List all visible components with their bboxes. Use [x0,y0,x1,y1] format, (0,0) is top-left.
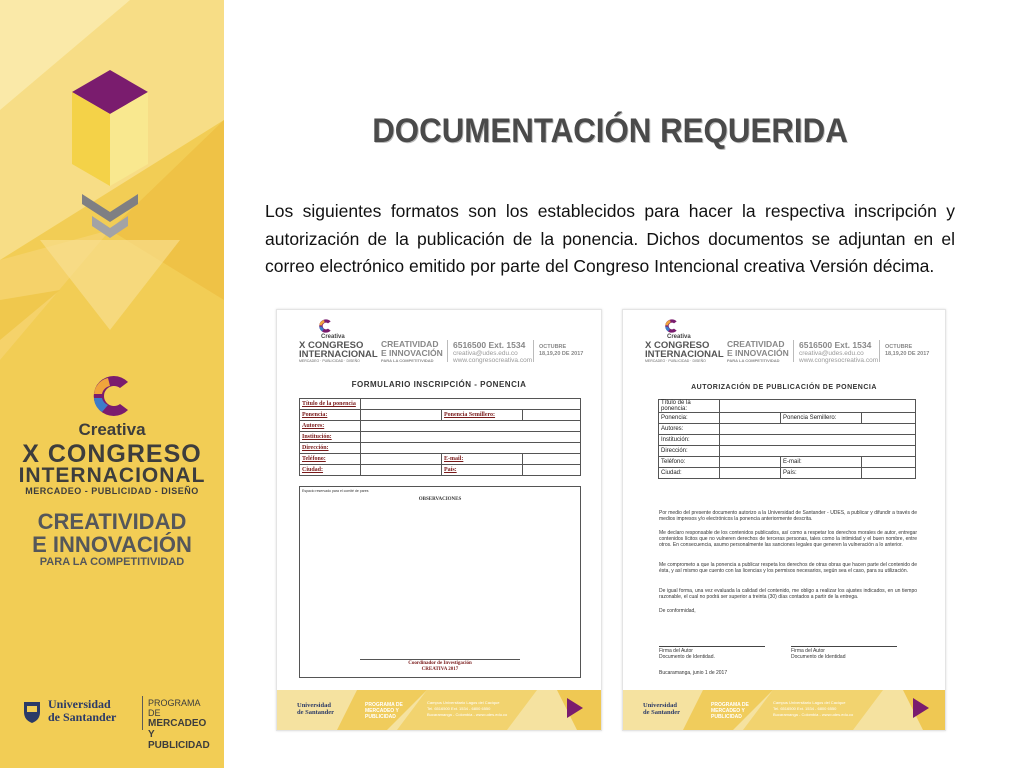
cell-value [862,457,916,468]
authorization-form-document [622,309,946,731]
doc-header-divider [533,340,534,362]
cell-label: E-mail: [442,454,523,465]
doc-creativa-logo-icon [663,318,679,334]
doc-phone: 6516500 Ext. 1534 [453,340,526,350]
cell-value [361,443,581,454]
cell-value [523,465,581,476]
authorization-paragraph: Por medio del presente documento autorizo a la Universidad de Santander - UDES, a publicar y difundir a través de medios impresos y/o electrónicos la ponencia anteriormente descrita. [659,510,917,522]
doc-mail-line1: creativa@udes.edu.co [453,350,518,357]
doc-creatividad-line1: CREATIVIDAD [381,339,439,349]
doc-congreso-sub: MERCADEO · PUBLICIDAD · DISEÑO [645,359,706,363]
authorization-form-table [658,399,916,479]
cell-value [523,454,581,465]
table-row [300,421,581,432]
doc-footer-address [427,700,507,718]
registration-form-document [276,309,602,731]
university-shield-icon [22,700,42,724]
cell-label: Autores: [659,424,720,435]
doc-footer-program [711,702,749,720]
cell-label: Teléfono: [300,454,361,465]
doc-footer-address [773,700,853,718]
doc-creatividad [727,340,789,363]
cell-value [720,446,916,457]
doc-creatividad-sub: PARA LA COMPETITIVIDAD [381,358,434,363]
doc-creatividad [381,340,443,363]
doc-footer-university [297,702,334,716]
cell-value [720,424,916,435]
cell-label: Ponencia: [659,413,720,424]
university-divider [142,696,143,730]
program-line1: PROGRAMA DE [148,698,201,718]
doc-creatividad-sub: PARA LA COMPETITIVIDAD [727,358,780,363]
doc-congreso-line1: X CONGRESO [299,340,364,351]
coordinator-line1: Coordinador de Investigación [408,661,472,666]
brand-subtitle: MERCADEO - PUBLICIDAD - DISEÑO [25,486,199,496]
place-date: Bucaramanga, junio 1 de 2017 [659,670,728,676]
doc-congreso-line2: INTERNACIONAL [645,349,724,360]
doc-footer-university [643,702,680,716]
registration-form-table [299,398,581,476]
intro-paragraph: Los siguientes formatos son los establecidos para hacer la respectiva inscripción y autorización de la publicación de la ponencia. Dichos documentos se adjuntan en el correo electrónico emitido por parte del Congreso Intencional creativa Versión décima. [265,201,955,276]
brand-competitividad: PARA LA COMPETITIVIDAD [39,556,185,568]
doc-footer-university-line1: Universidad [297,702,331,709]
cell-value [720,457,781,468]
table-row [659,400,916,413]
coordinator-line2: CREATIVA 2017 [421,667,459,672]
university-name-line1: Universidad [48,697,111,711]
authorization-paragraph: De conformidad, [659,608,696,614]
observations-box [299,486,581,678]
sidebar-banner [0,0,224,768]
cell-value [862,468,916,479]
university-name-line2: de Santander [48,710,117,724]
university-name [48,698,116,724]
authorization-title: AUTORIZACIÓN DE PUBLICACIÓN DE PONENCIA [691,384,877,391]
author-signature-1-title: Firma del Autor [659,648,693,654]
doc-mail-line1: creativa@udes.edu.co [799,350,864,357]
cell-value [523,410,581,421]
table-row [300,454,581,465]
authorization-paragraph: Me declaro responsable de los contenidos publicados, así como a respetar los derechos morales de autor, entregar contenidos lícitos que no vulneren derechos de terceras personas, tales como la intimidad y el buen nombre, entre otros. En consecuencia, asumo personalmente las sanciones legales que generen la vulneración a lo anterior. [659,530,917,548]
program-name [148,698,214,751]
doc-footer-address-line1: Campus Universitario Lagos del Cacique [773,700,846,705]
author-signature-1-id: Documento de Identidad. [659,654,715,660]
doc-header [277,310,601,374]
table-row [659,424,916,435]
cell-value [361,465,442,476]
author-signature-1 [659,648,715,660]
brand-x-congreso: X CONGRESO [22,440,202,468]
table-row [659,435,916,446]
doc-day-range: 18,19,20 DE 2017 [885,351,930,357]
cell-value [361,421,581,432]
creativa-logo-icon [88,372,134,420]
authorization-paragraph: De igual forma, una vez evaluada la calidad del contenido, me obligo a realizar los ajustes indicados, en un tiempo razonable, el cual no podrá ser superior a treinta (30) días contados a partir de la entrega. [659,588,917,600]
cell-value [361,432,581,443]
cell-label: Título de la ponencia [300,399,361,410]
doc-dates [885,344,929,358]
doc-header-divider [447,340,448,362]
cell-label: Título de la ponencia: [659,400,720,413]
doc-footer-university-line2: de Santander [643,709,681,716]
cell-label: Teléfono: [659,457,720,468]
page-title: DOCUMENTACIÓN REQUERIDA [372,112,848,150]
author-signature-2-title: Firma del Autor [791,648,825,654]
table-row [659,457,916,468]
coordinator-signature [300,661,580,673]
observations-note: Espacio reservado para el comité de pares [302,489,369,493]
brand-creativa: Creativa [78,420,146,439]
cell-label: Institución: [659,435,720,446]
doc-creatividad-line2: E INNOVACIÓN [727,348,789,358]
signature-line [659,646,765,647]
doc-footer-program-line1: PROGRAMA DE [711,702,749,708]
doc-footer-address-line3: Bucaramanga - Colombia - www.udes.edu.co [773,712,854,717]
table-row [300,443,581,454]
doc-creativa: Creativa [667,334,691,340]
cell-value [361,454,442,465]
cell-value [720,400,916,413]
doc-header-divider [879,340,880,362]
doc-footer-program-line2: MERCADEO Y [365,708,399,714]
table-row [659,413,916,424]
doc-header [623,310,945,374]
doc-congreso-line2: INTERNACIONAL [299,349,378,360]
brand-creatividad: CREATIVIDAD [37,509,187,534]
table-row [659,446,916,457]
cell-value [720,468,781,479]
author-signature-2-id: Documento de Identidad [791,654,846,660]
cell-label: Ciudad: [300,465,361,476]
doc-month: OCTUBRE [539,344,567,350]
doc-footer-program-line1: PROGRAMA DE [365,702,403,708]
cell-label: Ponencia Semillero: [442,410,523,421]
cell-value [720,413,781,424]
doc-footer-address-line2: Tel. 6516500 Ext. 1534 - 6800 6550 [773,706,837,711]
doc-mail [453,350,532,364]
brand-innovacion: E INNOVACIÓN [32,532,192,557]
doc-day-range: 18,19,20 DE 2017 [539,351,584,357]
cell-label: País: [442,465,523,476]
cell-label: País: [781,468,862,479]
program-line2: MERCADEO Y [148,718,207,740]
cell-value [720,435,916,446]
signature-line [360,659,520,660]
cell-label: Institución: [300,432,361,443]
cell-label: E-mail: [781,457,862,468]
doc-creativa-logo-icon [317,318,333,334]
author-signature-2 [791,648,845,660]
doc-footer-program-line3: PUBLICIDAD [711,714,742,720]
doc-footer [277,690,601,730]
cell-label: Ciudad: [659,468,720,479]
doc-header-divider [793,340,794,362]
doc-footer-university-line1: Universidad [643,702,677,709]
signature-line [791,646,897,647]
observations-title: OBSERVACIONES [418,497,462,502]
authorization-paragraph: Me comprometo a que la ponencia a publicar respeta los derechos de otras obras que hacen parte del contenido de ésta, y así mismo que cuento con las licencias y los permisos necesarios, según sea el caso, para su utilización. [659,562,917,574]
table-row [300,465,581,476]
cell-value [862,413,916,424]
cell-label: Dirección: [300,443,361,454]
program-line3: PUBLICIDAD [148,740,210,751]
doc-congreso [299,341,378,359]
doc-congreso [645,341,724,359]
doc-month: OCTUBRE [885,344,913,350]
doc-creativa: Creativa [321,334,345,340]
cell-label: Autores: [300,421,361,432]
table-row [300,432,581,443]
cell-label: Ponencia: [300,410,361,421]
doc-creatividad-line1: CREATIVIDAD [727,339,785,349]
doc-mail-line2: www.congresocreativa.com [453,357,533,364]
cell-label: Dirección: [659,446,720,457]
doc-footer-address-line3: Bucaramanga - Colombia - www.udes.edu.co [427,712,508,717]
doc-footer-program-line2: MERCADEO Y [711,708,745,714]
cell-value [361,399,581,410]
doc-footer-program-line3: PUBLICIDAD [365,714,396,720]
table-row [300,399,581,410]
table-row [300,410,581,421]
table-row [659,468,916,479]
doc-congreso-line1: X CONGRESO [645,340,710,351]
doc-footer-university-line2: de Santander [297,709,335,716]
doc-phone: 6516500 Ext. 1534 [799,340,872,350]
doc-creatividad-line2: E INNOVACIÓN [381,348,443,358]
cell-value [361,410,442,421]
doc-footer [623,690,945,730]
doc-mail-line2: www.congresocreativa.com [799,357,879,364]
brand-internacional: INTERNACIONAL [18,464,206,487]
doc-mail [799,350,878,364]
doc-footer-program [365,702,403,720]
form-title: FORMULARIO INSCRIPCIÓN - PONENCIA [351,380,527,389]
university-logo-block [18,694,214,751]
doc-dates [539,344,583,358]
doc-congreso-sub: MERCADEO · PUBLICIDAD · DISEÑO [299,359,360,363]
doc-footer-address-line1: Campus Universitario Lagos del Cacique [427,700,500,705]
cell-label: Ponencia Semillero: [781,413,862,424]
doc-footer-address-line2: Tel. 6516500 Ext. 1534 - 6800 6550 [427,706,491,711]
